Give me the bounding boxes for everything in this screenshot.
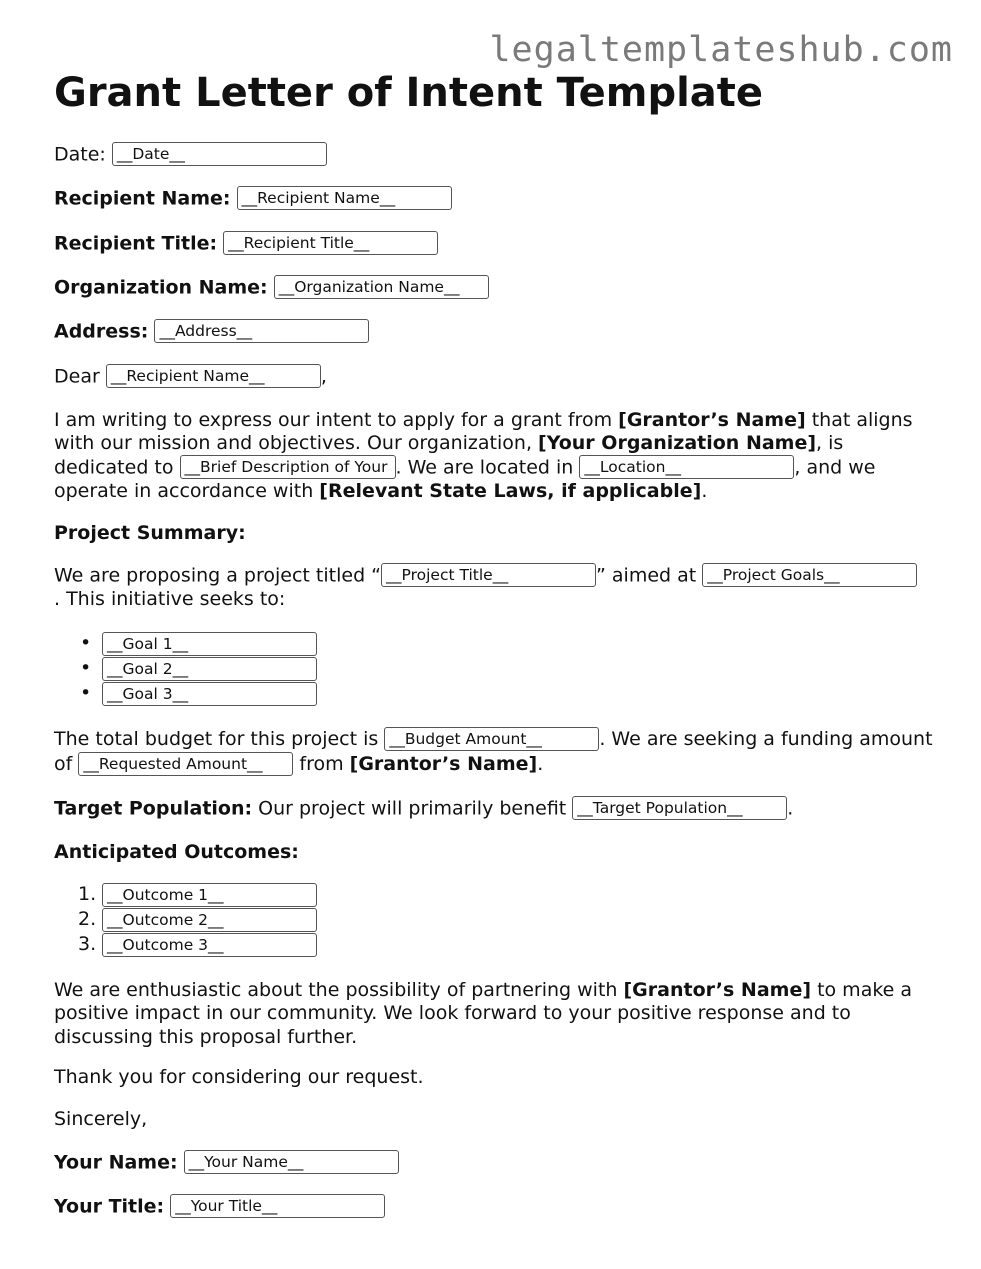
project-title-field[interactable]: __Project Title__ (381, 563, 596, 587)
project-text-2: ” aimed at (596, 564, 703, 587)
budget-text-4: . (537, 753, 544, 775)
your-title-label: Your Title: (54, 1195, 165, 1218)
goal-2-field[interactable]: __Goal 2__ (102, 657, 317, 681)
intro-text-5: , and we operate in accordance with (54, 456, 876, 502)
dear-text: Dear (54, 365, 100, 388)
outcome-number-1: 1. (78, 883, 97, 905)
target-population-label: Target Population: (54, 797, 253, 820)
budget-paragraph (54, 727, 934, 777)
recipient-name-label: Recipient Name: (54, 187, 231, 210)
recipient-title-field[interactable]: __Recipient Title__ (223, 231, 438, 255)
salutation-row (54, 365, 327, 389)
bullet-1: • (80, 632, 92, 654)
project-goals-field[interactable]: __Project Goals__ (702, 563, 917, 587)
budget-text-2: . We are seeking a funding amount of (54, 728, 933, 775)
intro-text-4: . We are located in (395, 456, 580, 479)
thanks-line: Thank you for considering our request. (54, 1066, 424, 1088)
goal-1-field[interactable]: __Goal 1__ (102, 632, 317, 656)
target-population-row (54, 797, 793, 821)
budget-text-1: The total budget for this project is (54, 728, 385, 750)
outcome-number-2: 2. (78, 908, 97, 930)
budget-grantor-name: [Grantor’s Name] (349, 753, 538, 775)
organization-label: Organization Name: (54, 276, 268, 299)
closing-text-1: We are enthusiastic about the possibility of partnering with (54, 979, 624, 1001)
bullet-3: • (80, 682, 92, 704)
project-summary-paragraph (54, 564, 934, 611)
salutation-name-field[interactable]: __Recipient Name__ (106, 364, 321, 388)
recipient-name-field[interactable]: __Recipient Name__ (237, 186, 452, 210)
budget-text-3: from (293, 753, 350, 775)
outcome-1-field[interactable]: __Outcome 1__ (102, 883, 317, 907)
project-text-1: We are proposing a project titled “ (54, 564, 382, 587)
outcome-number-3: 3. (78, 933, 97, 955)
site-watermark: legaltemplateshub.com (489, 30, 953, 70)
intro-text-2: that aligns with our mission and objectives. Our organization, (54, 409, 913, 455)
location-field[interactable]: __Location__ (579, 455, 794, 479)
target-population-field[interactable]: __Target Population__ (572, 796, 787, 820)
recipient-title-label: Recipient Title: (54, 232, 218, 255)
closing-text-2: to make a positive impact in our community. We look forward to your positive response and to discussing this proposal further. (54, 979, 913, 1048)
page-title: Grant Letter of Intent Template (54, 70, 764, 116)
description-field[interactable]: __Brief Description of Your (180, 455, 396, 479)
requested-amount-field[interactable]: __Requested Amount__ (78, 752, 293, 776)
your-title-field[interactable]: __Your Title__ (170, 1194, 385, 1218)
goal-3-field[interactable]: __Goal 3__ (102, 682, 317, 706)
date-label: Date: (54, 143, 106, 166)
organization-row (54, 276, 489, 300)
project-text-3: . This initiative seeks to: (54, 588, 286, 610)
anticipated-outcomes-heading (54, 841, 299, 864)
closing-paragraph (54, 979, 934, 1049)
salutation-comma: , (320, 365, 327, 388)
intro-grantor-name: [Grantor’s Name] (618, 409, 806, 431)
outcome-2-field[interactable]: __Outcome 2__ (102, 908, 317, 932)
project-summary-heading (54, 522, 246, 545)
intro-text-3: , is dedicated to (54, 432, 844, 479)
target-text-2: . (787, 797, 794, 820)
intro-paragraph (54, 409, 934, 503)
your-title-row (54, 1195, 385, 1219)
budget-amount-field[interactable]: __Budget Amount__ (384, 727, 599, 751)
your-name-row (54, 1151, 399, 1175)
your-name-field[interactable]: __Your Name__ (184, 1150, 399, 1174)
closing-grantor-name: [Grantor’s Name] (623, 979, 812, 1001)
intro-state-laws: [Relevant State Laws, if applicable] (319, 479, 702, 502)
bullet-2: • (80, 657, 92, 679)
project-summary-heading-text: Project Summary: (54, 522, 246, 544)
organization-field[interactable]: __Organization Name__ (274, 275, 489, 299)
intro-org-name: [Your Organization Name] (538, 432, 817, 455)
date-row (54, 143, 327, 167)
address-field[interactable]: __Address__ (154, 319, 369, 343)
sincerely-line: Sincerely, (54, 1108, 148, 1130)
address-label: Address: (54, 320, 149, 343)
anticipated-outcomes-heading-text: Anticipated Outcomes: (54, 841, 299, 863)
recipient-name-row (54, 187, 452, 211)
target-text-1: Our project will primarily benefit (252, 797, 573, 820)
intro-text-1: I am writing to express our intent to apply for a grant from (54, 409, 619, 431)
outcome-3-field[interactable]: __Outcome 3__ (102, 933, 317, 957)
intro-text-6: . (701, 479, 708, 502)
recipient-title-row (54, 232, 438, 256)
date-field[interactable]: __Date__ (112, 142, 327, 166)
your-name-label: Your Name: (54, 1151, 178, 1174)
address-row (54, 320, 369, 344)
